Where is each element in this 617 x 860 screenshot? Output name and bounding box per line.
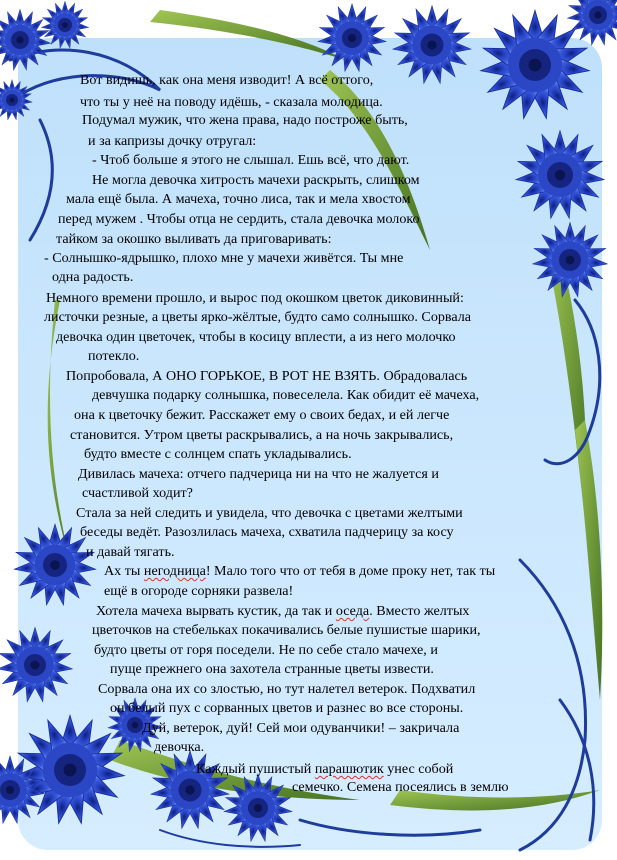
story-line: пуще прежнего она захотела странные цветы извести.: [110, 661, 434, 677]
story-line: девчушка подарку солнышка, повеселела. Как обидит её мачеха,: [92, 387, 480, 403]
spellcheck-word: оседа: [335, 603, 370, 619]
story-fragment: унес собой: [383, 761, 454, 777]
story-line: перед мужем . Чтобы отца не сердить, стала девочка молоко: [58, 211, 420, 227]
story-line: [96, 603, 469, 620]
story-line: потекло.: [88, 348, 140, 364]
story-line: [66, 368, 467, 385]
story-fragment: Обрадовалась: [383, 368, 468, 384]
story-line: листочки резные, а цветы ярко-жёлтые, будто само солнышко. Сорвала: [44, 309, 472, 325]
spellcheck-word: парашютик: [314, 761, 384, 777]
story-line: Дуй, ветерок, дуй! Сей мои одуванчики! – закричала: [142, 720, 460, 736]
story-line: что ты у неё на поводу идёшь, - сказала молодица.: [80, 94, 383, 110]
story-fragment: ! Мало того что от тебя в доме проку нет, так ты: [205, 563, 496, 579]
story-line: Вот видишь, как она меня изводит! А всё оттого,: [80, 72, 374, 88]
story-fragment: Ах ты: [104, 563, 144, 579]
story-line: Стала за ней следить и увидела, что девочка с цветами желтыми: [76, 505, 463, 521]
story-line: становится. Утром цветы раскрывались, а на ночь закрывались,: [70, 427, 454, 443]
story-line: Подумал мужик, что жена права, надо построже быть,: [82, 112, 408, 128]
story-line: ещё в огороде сорняки развела!: [104, 583, 294, 599]
story-line: Дивилась мачеха: отчего падчерица ни на что не жалуется и: [78, 466, 439, 482]
story-line: мала ещё была. А мачеха, точно лиса, так и мела хвостом: [66, 191, 411, 207]
story-line: - Солнышко-ядрышко, плохо мне у мачехи живётся. Ты мне: [44, 250, 404, 266]
story-line: тайком за окошко выливать да приговаривать:: [56, 231, 332, 247]
story-line: Не могла девочка хитрость мачехи раскрыть, слишком: [92, 172, 420, 188]
story-line: - Чтоб больше я этого не слышал. Ешь всё, что дают.: [92, 152, 410, 168]
story-line: счастливой ходит?: [82, 485, 193, 501]
story-line: беседы ведёт. Разозлилась мачеха, схватила падчерицу за косу: [80, 524, 454, 540]
story-fragment: Попробовала,: [66, 368, 153, 384]
story-line: и давай тягать.: [86, 544, 175, 560]
story-line: девочка.: [154, 739, 205, 755]
story-fragment: . Вместо желтых: [369, 603, 470, 619]
story-line: цветочков на стебельках покачивались белые пушистые шарики,: [92, 622, 481, 638]
story-line: она к цветочку бежит. Расскажет ему о своих бедах, и ей легче: [74, 407, 450, 423]
story-line: он белый пух с сорванных цветов и разнес во все стороны.: [110, 700, 464, 716]
spellcheck-word: негодница: [143, 563, 206, 579]
story-fragment: Хотела мачеха вырвать кустик, да так и: [96, 603, 336, 619]
story-line: одна радость.: [52, 269, 134, 285]
story-line: Немного времени прошло, и вырос под окошком цветок диковинный:: [46, 290, 464, 306]
story-line: [104, 563, 495, 580]
story-line: будто вместе с солнцем спать укладывались.: [84, 446, 352, 462]
story-line: Сорвала она их со злостью, но тут налетел ветерок. Подхватил: [98, 681, 476, 697]
story-fragment: Каждый пушистый: [196, 761, 315, 777]
story-line: будто цветы от горя поседели. Не по себе стало мачехе, и: [94, 642, 438, 658]
caps-phrase: А ОНО ГОРЬКОЕ, В РОТ НЕ ВЗЯТЬ.: [152, 368, 380, 384]
story-line: семечко. Семена посеялись в землю: [292, 779, 509, 795]
story-line: [196, 761, 453, 778]
story-line: девочка один цветочек, чтобы в косицу вплести, а из него молочко: [56, 329, 456, 345]
story-line: и за капризы дочку отругал:: [88, 133, 257, 149]
